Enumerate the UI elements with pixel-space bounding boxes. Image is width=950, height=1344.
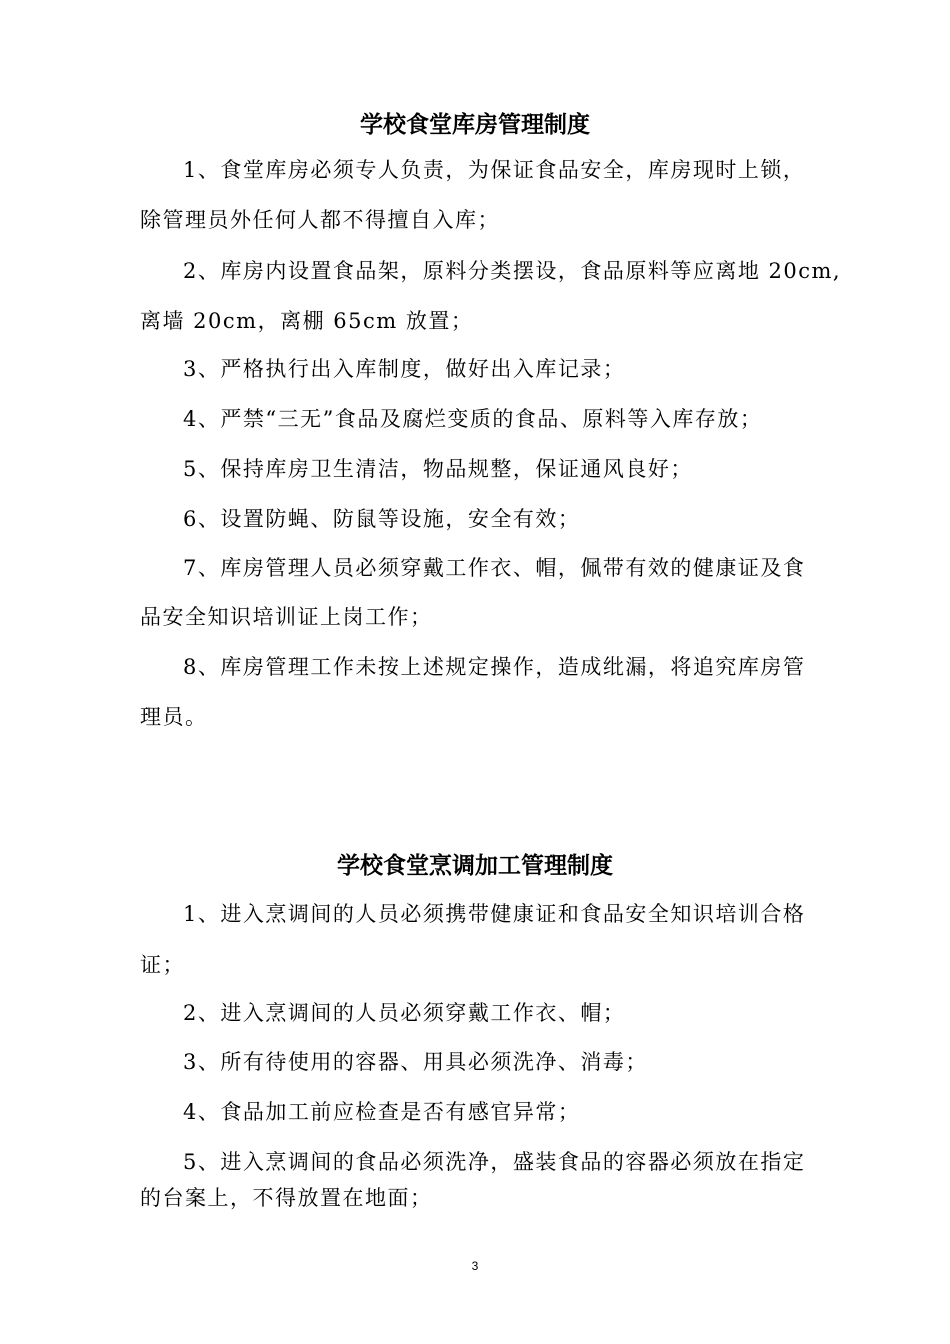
cooking-rule-4: 4、食品加工前应检查是否有感官异常；	[183, 1100, 581, 1124]
storage-rule-1-line2: 除管理员外任何人都不得擅自入库；	[140, 208, 500, 232]
storage-rule-4: 4、严禁“三无”食品及腐烂变质的食品、原料等入库存放；	[183, 407, 763, 431]
page-number: 3	[471, 1259, 479, 1273]
storage-rule-2-line1: 2、库房内设置食品架，原料分类摆设，食品原料等应离地 20cm,	[183, 259, 842, 283]
section-title-storage: 学校食堂库房管理制度	[360, 112, 590, 138]
cooking-rule-1-line2: 证；	[140, 953, 185, 977]
storage-rule-8-line1: 8、库房管理工作未按上述规定操作，造成纰漏，将追究库房管	[183, 655, 806, 679]
storage-rule-2-line2: 离墙 20cm，离棚 65cm 放置；	[140, 309, 474, 333]
storage-rule-6: 6、设置防蝇、防鼠等设施，安全有效；	[183, 507, 581, 531]
cooking-rule-1-line1: 1、进入烹调间的人员必须携带健康证和食品安全知识培训合格	[183, 902, 806, 926]
cooking-rule-5-line2: 的台案上，不得放置在地面；	[140, 1186, 433, 1210]
storage-rule-1-line1: 1、食堂库房必须专人负责，为保证食品安全，库房现时上锁，	[183, 158, 806, 182]
cooking-rule-2: 2、进入烹调间的人员必须穿戴工作衣、帽；	[183, 1001, 626, 1025]
cooking-rule-5-line1: 5、进入烹调间的食品必须洗净，盛装食品的容器必须放在指定	[183, 1150, 806, 1174]
storage-rule-3: 3、严格执行出入库制度，做好出入库记录；	[183, 357, 626, 381]
cooking-rule-3: 3、所有待使用的容器、用具必须洗净、消毒；	[183, 1050, 648, 1074]
storage-rule-8-line2: 理员。	[140, 705, 208, 729]
storage-rule-7-line2: 品安全知识培训证上岗工作；	[140, 605, 433, 629]
section-title-cooking: 学校食堂烹调加工管理制度	[337, 853, 613, 879]
storage-rule-7-line1: 7、库房管理人员必须穿戴工作衣、帽，佩带有效的健康证及食	[183, 556, 806, 580]
storage-rule-5: 5、保持库房卫生清洁，物品规整，保证通风良好；	[183, 457, 693, 481]
